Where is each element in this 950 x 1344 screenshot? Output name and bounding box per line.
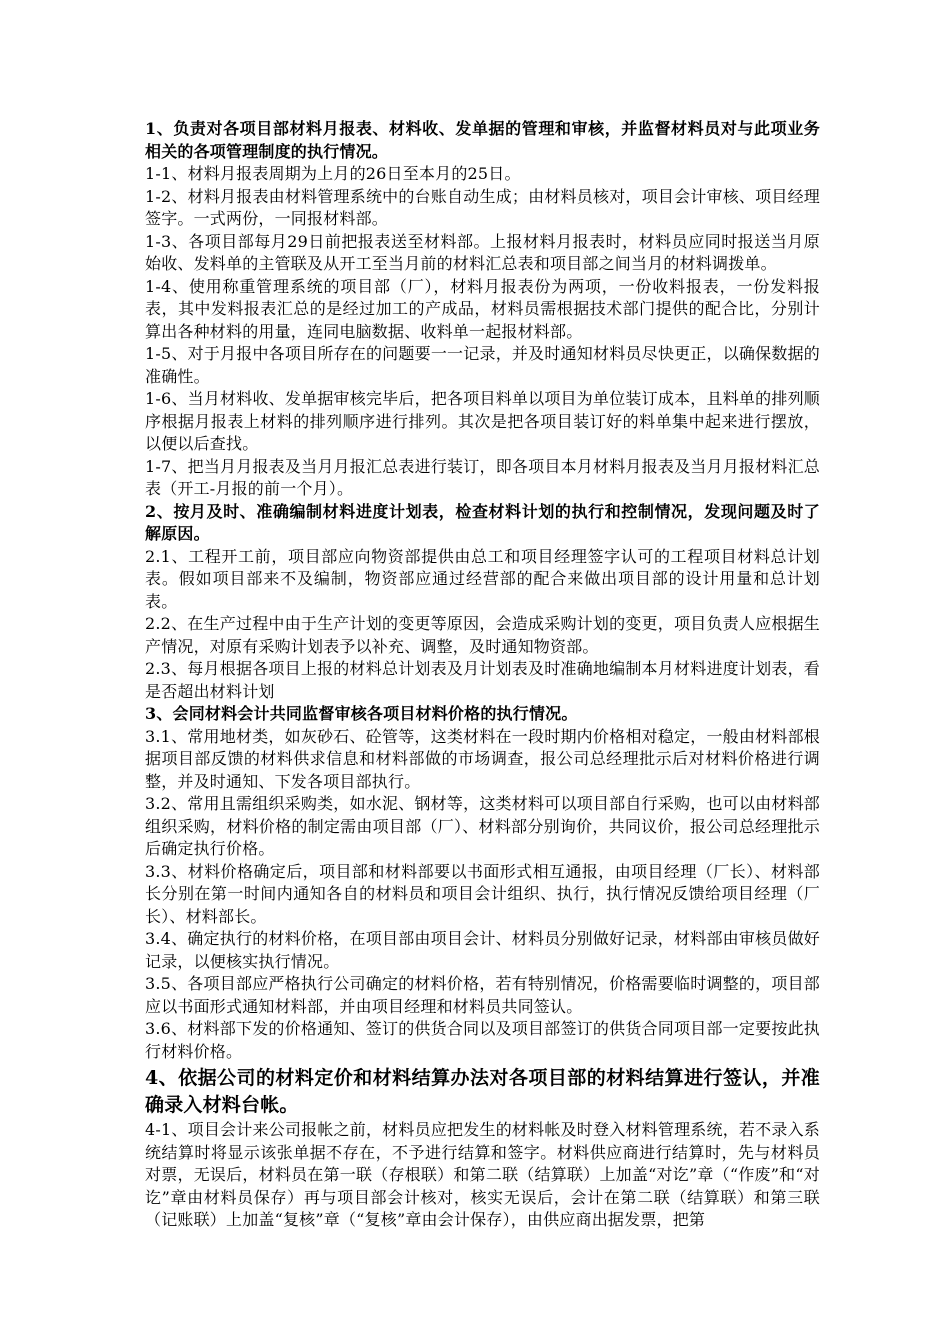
item-1-1: 1-1、材料月报表周期为上月的26日至本月的25日。 (145, 164, 521, 183)
item-2-3: 2.3、每月根据各项目上报的材料总计划表及月计划表及时准确地编制本月材料进度计划表，看是否超出材料计划 (145, 659, 820, 701)
section-4-heading: 4、依据公司的材料定价和材料结算办法对各项目部的材料结算进行签认，并准确录入材料台帐。 (145, 1067, 820, 1116)
item-3-5: 3.5、各项目部应严格执行公司确定的材料价格，若有特别情况，价格需要临时调整的，项目部应以书面形式通知材料部，并由项目经理和材料员共同签认。 (145, 974, 820, 1016)
item-1-3: 1-3、各项目部每月29日前把报表送至材料部。上报材料月报表时，材料员应同时报送当月原始收、发料单的主管联及从开工至当月前的材料汇总表和项目部之间当月的材料调拨单。 (145, 231, 820, 273)
section-3-heading: 3、会同材料会计共同监督审核各项目材料价格的执行情况。 (145, 704, 578, 723)
item-2-2: 2.2、在生产过程中由于生产计划的变更等原因，会造成采购计划的变更，项目负责人应根据生产情况，对原有采购计划表予以补充、调整，及时通知物资部。 (145, 614, 820, 656)
item-3-6: 3.6、材料部下发的价格通知、签订的供货合同以及项目部签订的供货合同项目部一定要按此执行材料价格。 (145, 1019, 820, 1061)
item-3-2: 3.2、常用且需组织采购类，如水泥、钢材等，这类材料可以项目部自行采购，也可以由材料部组织采购，材料价格的制定需由项目部（厂）、材料部分别询价，共同议价，报公司总经理批示后确定执行价格。 (145, 794, 820, 858)
item-1-6: 1-6、当月材料收、发单据审核完毕后，把各项目料单以项目为单位装订成本，且料单的排列顺序根据月报表上材料的排列顺序进行排列。其次是把各项目装订好的料单集中起来进行摆放，以便以后查找。 (145, 389, 820, 453)
section-2-heading: 2、按月及时、准确编制材料进度计划表，检查材料计划的执行和控制情况，发现问题及时了解原因。 (145, 501, 820, 543)
item-3-1: 3.1、常用地材类，如灰砂石、砼管等，这类材料在一段时期内价格相对稳定，一般由材料部根据项目部反馈的材料供求信息和材料部做的市场调查，报公司总经理批示后对材料价格进行调整，并及时通知、下发各项目部执行。 (145, 726, 820, 791)
document-body (145, 118, 820, 1232)
item-3-4: 3.4、确定执行的材料价格，在项目部由项目会计、材料员分别做好记录，材料部由审核员做好记录，以便核实执行情况。 (145, 929, 820, 971)
item-2-1: 2.1、工程开工前，项目部应向物资部提供由总工和项目经理签字认可的工程项目材料总计划表。假如项目部来不及编制，物资部应通过经营部的配合来做出项目部的设计用量和总计划表。 (145, 546, 820, 611)
item-1-2: 1-2、材料月报表由材料管理系统中的台账自动生成；由材料员核对，项目会计审核、项目经理签字。一式两份，一同报材料部。 (145, 186, 820, 228)
item-3-3: 3.3、材料价格确定后，项目部和材料部要以书面形式相互通报，由项目经理（厂长）、材料部长分别在第一时间内通知各自的材料员和项目会计组织、执行，执行情况反馈给项目经理（厂长）、材料部长。 (145, 861, 820, 926)
section-1-heading: 1、负责对各项目部材料月报表、材料收、发单据的管理和审核，并监督材料员对与此项业务相关的各项管理制度的执行情况。 (145, 119, 820, 161)
item-1-7: 1-7、把当月月报表及当月月报汇总表进行装订，即各项目本月材料月报表及当月月报材料汇总表（开工-月报的前一个月）。 (145, 456, 820, 498)
item-1-5: 1-5、对于月报中各项目所存在的问题要一一记录，并及时通知材料员尽快更正，以确保数据的准确性。 (145, 344, 820, 386)
item-4-1: 4-1、项目会计来公司报帐之前，材料员应把发生的材料帐及时登入材料管理系统，若不录入系统结算时将显示该张单据不存在，不予进行结算和签字。材料供应商进行结算时，先与材料员对票，无误后，材料员在第一联（存根联）和第二联（结算联）上加盖“对讫”章（“作废”和“对讫”章由材料员保存）再与项目部会计核对，核实无误后，会计在第二联（结算联）和第三联（记账联）上加盖“复核”章（“复核”章由会计保存），由供应商出据发票，把第 (145, 1120, 820, 1229)
item-1-4: 1-4、使用称重管理系统的项目部（厂），材料月报表份为两项，一份收料报表，一份发料报表，其中发料报表汇总的是经过加工的产成品，材料员需根据技术部门提供的配合比，分别计算出各种材料的用量，连同电脑数据、收料单一起报材料部。 (145, 276, 820, 341)
